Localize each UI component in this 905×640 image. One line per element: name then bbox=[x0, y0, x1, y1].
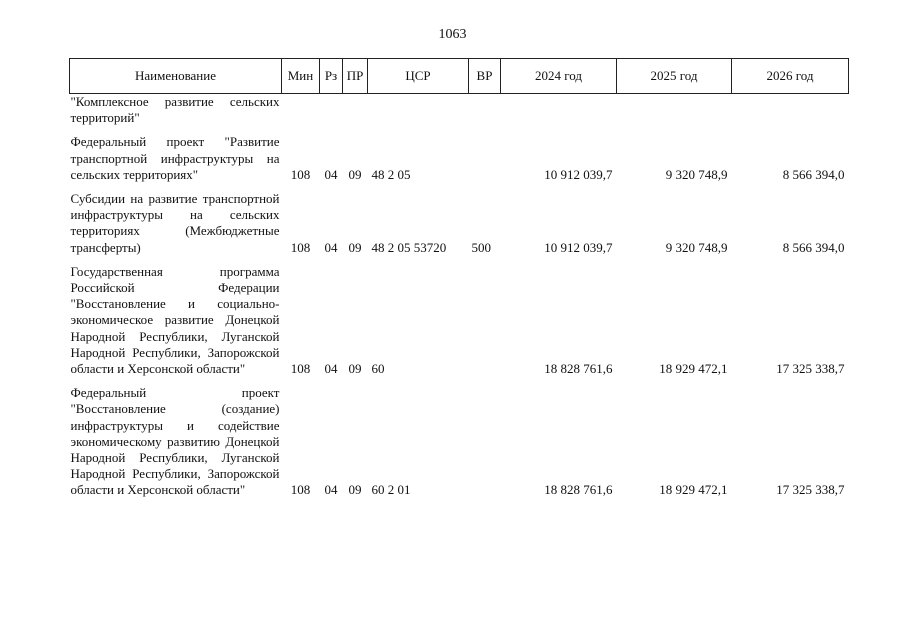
header-rz: Рз bbox=[320, 59, 343, 94]
row-2026: 8 566 394,0 bbox=[782, 239, 845, 255]
row-2024: 10 912 039,7 bbox=[544, 166, 613, 182]
row-rz: 04 bbox=[324, 361, 338, 377]
row-2024: 18 828 761,6 bbox=[544, 361, 613, 377]
row-rz: 04 bbox=[324, 482, 338, 498]
row-2024 bbox=[501, 94, 617, 135]
header-2026: 2026 год bbox=[732, 59, 849, 94]
table-row bbox=[70, 264, 849, 385]
row-2025: 9 320 748,9 bbox=[665, 166, 728, 182]
row-name: Федеральный проект "Развитие транспортной инфраструктуры на сельских территориях" bbox=[70, 134, 280, 182]
row-2025: 18 929 472,1 bbox=[659, 482, 728, 498]
row-rz bbox=[320, 94, 343, 135]
row-2026: 8 566 394,0 bbox=[782, 166, 845, 182]
row-min: 108 bbox=[290, 361, 311, 377]
row-vr: 500 bbox=[471, 239, 491, 255]
row-2024: 18 828 761,6 bbox=[544, 482, 613, 498]
row-pr: 09 bbox=[348, 239, 362, 255]
table-row bbox=[70, 94, 849, 135]
row-csr: 60 bbox=[371, 361, 385, 377]
row-2025: 18 929 472,1 bbox=[659, 361, 728, 377]
row-rz: 04 bbox=[324, 166, 338, 182]
row-min bbox=[282, 94, 320, 135]
header-vr: ВР bbox=[469, 59, 501, 94]
row-name: Субсидии на развитие транспортной инфраструктуры на сельских территориях (Межбюджетные трансферты) bbox=[70, 191, 280, 255]
header-name: Наименование bbox=[70, 59, 282, 94]
row-2025 bbox=[617, 94, 732, 135]
row-min: 108 bbox=[290, 239, 311, 255]
row-name: Государственная программа Российской Федерации "Восстановление и социально-экономическое развитие Донецкой Народной Республики, Луганской Народной Республики, Запорожской области и Херсонской области" bbox=[70, 263, 280, 377]
table-header bbox=[70, 59, 849, 94]
row-vr bbox=[469, 94, 501, 135]
header-csr: ЦСР bbox=[368, 59, 469, 94]
row-name: Федеральный проект "Восстановление (создание) инфраструктуры и содействие экономическому развитию Донецкой Народной Республики, Луганской Народной Республики, Запорожской области и Херсонской области" bbox=[70, 385, 280, 498]
row-vr bbox=[469, 385, 501, 506]
row-2025: 9 320 748,9 bbox=[665, 239, 728, 255]
row-name: "Комплексное развитие сельских территорий" bbox=[70, 94, 280, 126]
row-2026: 17 325 338,7 bbox=[776, 361, 845, 377]
table-row bbox=[70, 134, 849, 191]
row-min: 108 bbox=[290, 166, 311, 182]
row-csr bbox=[368, 94, 469, 135]
row-csr: 60 2 01 bbox=[371, 482, 411, 498]
row-2024: 10 912 039,7 bbox=[544, 239, 613, 255]
row-rz: 04 bbox=[324, 239, 338, 255]
row-pr: 09 bbox=[348, 166, 362, 182]
row-csr: 48 2 05 53720 bbox=[371, 239, 447, 255]
table-row bbox=[70, 191, 849, 264]
budget-table bbox=[69, 58, 849, 507]
row-pr: 09 bbox=[348, 482, 362, 498]
row-min: 108 bbox=[290, 482, 311, 498]
row-pr bbox=[343, 94, 368, 135]
row-csr: 48 2 05 bbox=[371, 166, 411, 182]
header-2025: 2025 год bbox=[617, 59, 732, 94]
table-row bbox=[70, 385, 849, 506]
row-vr bbox=[469, 264, 501, 385]
row-vr bbox=[469, 134, 501, 191]
row-2026: 17 325 338,7 bbox=[776, 482, 845, 498]
row-2026 bbox=[732, 94, 849, 135]
page-number: 1063 bbox=[438, 27, 467, 42]
header-pr: ПР bbox=[343, 59, 368, 94]
header-min: Мин bbox=[282, 59, 320, 94]
row-pr: 09 bbox=[348, 361, 362, 377]
header-2024: 2024 год bbox=[501, 59, 617, 94]
